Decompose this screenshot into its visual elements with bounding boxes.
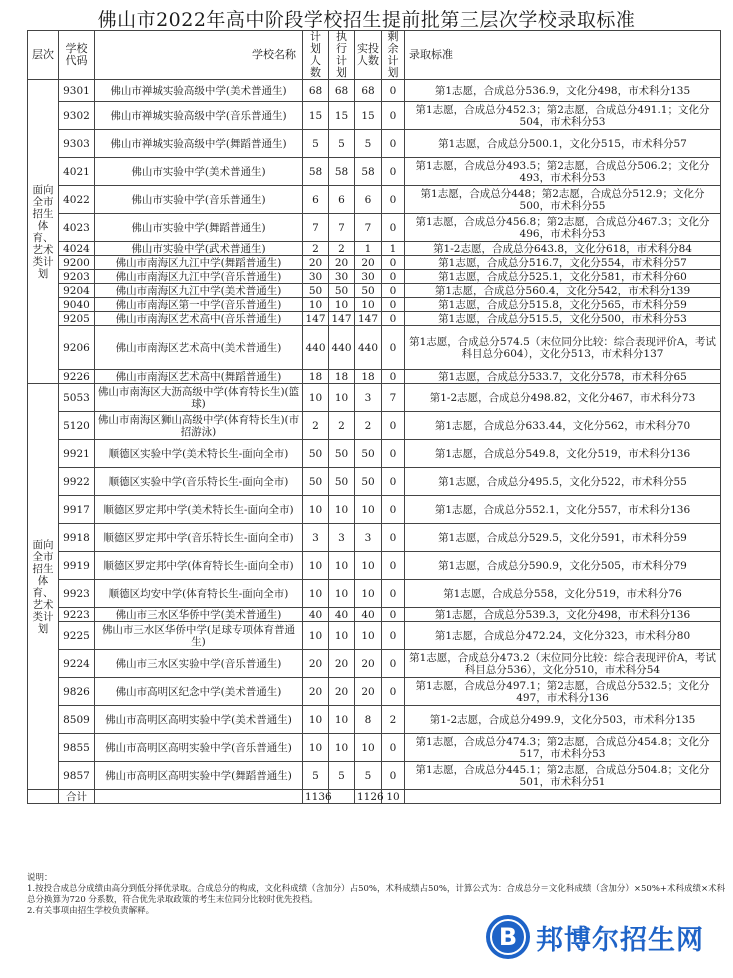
exec-plan-cell: 50 — [329, 468, 355, 496]
table-row — [28, 326, 721, 370]
school-code-cell: 9040 — [59, 298, 95, 312]
admission-standard-cell: 第1志愿，合成总分574.5（末位同分比较：综合表现评价A，考试科目总分604），文化分513，市术科分137 — [405, 326, 721, 370]
table-row — [28, 622, 721, 650]
school-name-cell: 佛山市高明区高明实验中学(舞蹈普通生) — [95, 762, 303, 790]
school-name-cell: 佛山市南海区大沥高级中学(体育特长生)(篮球) — [95, 384, 303, 412]
school-code-cell: 9203 — [59, 270, 95, 284]
total-plan-cell: 1136 — [303, 790, 329, 804]
admission-standard-cell: 第1志愿，合成总分497.1；第2志愿，合成总分532.5；文化分497，市术科分136 — [405, 678, 721, 706]
exec-plan-cell: 10 — [329, 384, 355, 412]
table-row — [28, 762, 721, 790]
remain-count-cell: 0 — [382, 412, 405, 440]
school-code-cell: 9224 — [59, 650, 95, 678]
table-row — [28, 384, 721, 412]
plan-count-cell: 10 — [303, 706, 329, 734]
header-exec: 执行计划 — [329, 31, 355, 80]
exec-plan-cell: 6 — [329, 186, 355, 214]
plan-count-cell: 5 — [303, 762, 329, 790]
school-code-cell: 9205 — [59, 312, 95, 326]
table-row — [28, 440, 721, 468]
actual-count-cell: 8 — [355, 706, 382, 734]
header-actual: 实投人数 — [355, 31, 382, 80]
school-code-cell: 5120 — [59, 412, 95, 440]
admission-standard-cell: 第1-2志愿，合成总分499.9，文化分503，市术科分135 — [405, 706, 721, 734]
school-code-cell: 9857 — [59, 762, 95, 790]
plan-count-cell: 10 — [303, 496, 329, 524]
admission-standard-cell: 第1志愿，合成总分452.3；第2志愿，合成总分491.1；文化分504，市术科分53 — [405, 102, 721, 130]
remain-count-cell: 0 — [382, 256, 405, 270]
actual-count-cell: 68 — [355, 80, 382, 102]
header-plan: 计划人数 — [303, 31, 329, 80]
school-name-cell: 佛山市实验中学(美术普通生) — [95, 158, 303, 186]
school-name-cell: 佛山市南海区狮山高级中学(体育特长生)(市招游泳) — [95, 412, 303, 440]
table-header-row — [28, 31, 721, 80]
actual-count-cell: 15 — [355, 102, 382, 130]
actual-count-cell: 10 — [355, 496, 382, 524]
exec-plan-cell: 68 — [329, 80, 355, 102]
school-code-cell: 9200 — [59, 256, 95, 270]
school-name-cell: 佛山市南海区艺术高中(舞蹈普通生) — [95, 370, 303, 384]
actual-count-cell: 7 — [355, 214, 382, 242]
exec-plan-cell: 3 — [329, 524, 355, 552]
school-code-cell: 9923 — [59, 580, 95, 608]
actual-count-cell: 58 — [355, 158, 382, 186]
exec-plan-cell: 18 — [329, 370, 355, 384]
plan-count-cell: 15 — [303, 102, 329, 130]
admission-standard-cell: 第1志愿，合成总分525.1，文化分581，市术科分60 — [405, 270, 721, 284]
watermark-text: 邦博尔招生网 — [536, 924, 704, 956]
admission-standard-cell: 第1-2志愿，合成总分498.82，文化分467，市术科分73 — [405, 384, 721, 412]
actual-count-cell: 50 — [355, 284, 382, 298]
plan-count-cell: 20 — [303, 678, 329, 706]
actual-count-cell: 10 — [355, 622, 382, 650]
exec-plan-cell: 5 — [329, 130, 355, 158]
school-code-cell: 9826 — [59, 678, 95, 706]
exec-plan-cell: 20 — [329, 678, 355, 706]
total-standard-cell — [405, 790, 721, 804]
exec-plan-cell: 20 — [329, 256, 355, 270]
exec-plan-cell: 10 — [329, 496, 355, 524]
actual-count-cell: 10 — [355, 734, 382, 762]
remain-count-cell: 0 — [382, 298, 405, 312]
actual-count-cell: 10 — [355, 580, 382, 608]
actual-count-cell: 1 — [355, 242, 382, 256]
admission-standard-cell: 第1志愿，合成总分474.3；第2志愿，合成总分454.8；文化分517，市术科分53 — [405, 734, 721, 762]
school-name-cell: 佛山市三水区实验中学(音乐普通生) — [95, 650, 303, 678]
notes-line-2: 2.有关事项由招生学校负责解释。 — [27, 906, 155, 916]
actual-count-cell: 5 — [355, 130, 382, 158]
total-actual-cell: 1126 — [355, 790, 382, 804]
school-code-cell: 4022 — [59, 186, 95, 214]
remain-count-cell: 0 — [382, 440, 405, 468]
exec-plan-cell: 10 — [329, 622, 355, 650]
table-row — [28, 298, 721, 312]
actual-count-cell: 6 — [355, 186, 382, 214]
school-code-cell: 9301 — [59, 80, 95, 102]
exec-plan-cell: 58 — [329, 158, 355, 186]
school-name-cell: 佛山市实验中学(舞蹈普通生) — [95, 214, 303, 242]
school-name-cell: 顺德区实验中学(音乐特长生-面向全市) — [95, 468, 303, 496]
plan-count-cell: 10 — [303, 298, 329, 312]
admission-standard-cell: 第1志愿，合成总分500.1，文化分515，市术科分57 — [405, 130, 721, 158]
table-row — [28, 270, 721, 284]
table-row — [28, 242, 721, 256]
actual-count-cell: 10 — [355, 298, 382, 312]
school-code-cell: 5053 — [59, 384, 95, 412]
plan-count-cell: 10 — [303, 622, 329, 650]
school-code-cell: 9303 — [59, 130, 95, 158]
table-row — [28, 706, 721, 734]
table-row — [28, 678, 721, 706]
admission-standard-cell: 第1志愿，合成总分536.9，文化分498，市术科分135 — [405, 80, 721, 102]
total-exec-cell — [329, 790, 355, 804]
school-name-cell: 佛山市禅城实验高级中学(音乐普通生) — [95, 102, 303, 130]
actual-count-cell: 40 — [355, 608, 382, 622]
actual-count-cell: 20 — [355, 650, 382, 678]
category-cell-b: 面向全市招生体育、艺术类计划 — [28, 384, 59, 790]
table-row — [28, 524, 721, 552]
header-level: 层次 — [28, 31, 59, 80]
exec-plan-cell: 2 — [329, 242, 355, 256]
school-code-cell: 9922 — [59, 468, 95, 496]
school-name-cell: 佛山市高明区纪念中学(美术普通生) — [95, 678, 303, 706]
remain-count-cell: 2 — [382, 706, 405, 734]
header-remain: 剩余计划 — [382, 31, 405, 80]
school-name-cell: 佛山市南海区艺术高中(美术普通生) — [95, 326, 303, 370]
remain-count-cell: 0 — [382, 158, 405, 186]
exec-plan-cell: 5 — [329, 762, 355, 790]
remain-count-cell: 0 — [382, 608, 405, 622]
actual-count-cell: 3 — [355, 524, 382, 552]
remain-count-cell: 0 — [382, 370, 405, 384]
plan-count-cell: 147 — [303, 312, 329, 326]
school-name-cell: 顺德区罗定邦中学(美术特长生-面向全市) — [95, 496, 303, 524]
admission-standard-cell: 第1志愿，合成总分515.8，文化分565，市术科分59 — [405, 298, 721, 312]
plan-count-cell: 10 — [303, 552, 329, 580]
remain-count-cell: 0 — [382, 734, 405, 762]
admission-table — [27, 30, 721, 804]
table-row — [28, 370, 721, 384]
exec-plan-cell: 40 — [329, 608, 355, 622]
admission-standard-cell: 第1志愿，合成总分495.5，文化分522，市术科分55 — [405, 468, 721, 496]
plan-count-cell: 7 — [303, 214, 329, 242]
admission-standard-cell: 第1志愿，合成总分533.7，文化分578，市术科分65 — [405, 370, 721, 384]
plan-count-cell: 58 — [303, 158, 329, 186]
remain-count-cell: 0 — [382, 270, 405, 284]
table-row — [28, 552, 721, 580]
table-row — [28, 312, 721, 326]
admission-standard-cell: 第1志愿，合成总分560.4，文化分542，市术科分139 — [405, 284, 721, 298]
table-row — [28, 496, 721, 524]
notes-line-1: 1.按投合成总分成绩由高分到低分择优录取。合成总分的构成，文化科成绩（含加分）占50%，术科成绩占50%，计算公式为：合成总分＝文化科成绩（含加分）×50%+术科成绩×术科总分换算为720 分系数，符合优先录取政策的考生末位同分比较时优先投档。 — [27, 884, 726, 905]
plan-count-cell: 3 — [303, 524, 329, 552]
school-code-cell: 4023 — [59, 214, 95, 242]
exec-plan-cell: 10 — [329, 580, 355, 608]
exec-plan-cell: 147 — [329, 312, 355, 326]
admission-standard-cell: 第1志愿，合成总分515.5，文化分500，市术科分53 — [405, 312, 721, 326]
remain-count-cell: 0 — [382, 580, 405, 608]
exec-plan-cell: 15 — [329, 102, 355, 130]
remain-count-cell: 0 — [382, 326, 405, 370]
admission-standard-cell: 第1志愿，合成总分493.5；第2志愿，合成总分506.2；文化分493，市术科分53 — [405, 158, 721, 186]
school-code-cell: 9921 — [59, 440, 95, 468]
admission-standard-cell: 第1志愿，合成总分445.1；第2志愿，合成总分504.8；文化分501，市术科分51 — [405, 762, 721, 790]
exec-plan-cell: 10 — [329, 734, 355, 762]
plan-count-cell: 10 — [303, 734, 329, 762]
admission-standard-cell: 第1志愿，合成总分558，文化分519，市术科分76 — [405, 580, 721, 608]
exec-plan-cell: 10 — [329, 706, 355, 734]
school-name-cell: 顺德区罗定邦中学(音乐特长生-面向全市) — [95, 524, 303, 552]
school-name-cell: 顺德区均安中学(体育特长生-面向全市) — [95, 580, 303, 608]
remain-count-cell: 0 — [382, 622, 405, 650]
school-name-cell: 佛山市禅城实验高级中学(美术普通生) — [95, 80, 303, 102]
school-name-cell: 佛山市南海区艺术高中(音乐普通生) — [95, 312, 303, 326]
actual-count-cell: 147 — [355, 312, 382, 326]
school-code-cell: 9855 — [59, 734, 95, 762]
school-name-cell: 佛山市南海区九江中学(美术普通生) — [95, 284, 303, 298]
school-code-cell: 9302 — [59, 102, 95, 130]
watermark-logo-icon — [486, 915, 530, 959]
table-row — [28, 468, 721, 496]
school-code-cell: 8509 — [59, 706, 95, 734]
admission-standard-cell: 第1-2志愿，合成总分643.8，文化分618，市术科分84 — [405, 242, 721, 256]
school-code-cell: 4024 — [59, 242, 95, 256]
exec-plan-cell: 10 — [329, 552, 355, 580]
school-code-cell: 9204 — [59, 284, 95, 298]
actual-count-cell: 20 — [355, 256, 382, 270]
school-name-cell: 佛山市高明区高明实验中学(美术普通生) — [95, 706, 303, 734]
remain-count-cell: 1 — [382, 242, 405, 256]
remain-count-cell: 0 — [382, 678, 405, 706]
remain-count-cell: 0 — [382, 130, 405, 158]
remain-count-cell: 7 — [382, 384, 405, 412]
plan-count-cell: 2 — [303, 412, 329, 440]
header-code: 学校代码 — [59, 31, 95, 80]
admission-standard-cell: 第1志愿，合成总分529.5，文化分591，市术科分59 — [405, 524, 721, 552]
plan-count-cell: 20 — [303, 650, 329, 678]
school-name-cell: 佛山市南海区九江中学(舞蹈普通生) — [95, 256, 303, 270]
table-row — [28, 186, 721, 214]
exec-plan-cell: 10 — [329, 298, 355, 312]
table-row — [28, 256, 721, 270]
header-standard: 录取标准 — [405, 31, 721, 80]
school-code-cell: 9919 — [59, 552, 95, 580]
table-row — [28, 102, 721, 130]
exec-plan-cell: 7 — [329, 214, 355, 242]
admission-standard-cell: 第1志愿，合成总分473.2（末位同分比较：综合表现评价A，考试科目总分536），文化分510，市术科分54 — [405, 650, 721, 678]
actual-count-cell: 5 — [355, 762, 382, 790]
admission-standard-cell: 第1志愿，合成总分549.8，文化分519，市术科分136 — [405, 440, 721, 468]
table-row — [28, 734, 721, 762]
svg-text:B: B — [498, 923, 518, 951]
exec-plan-cell: 440 — [329, 326, 355, 370]
table-row — [28, 214, 721, 242]
table-row — [28, 158, 721, 186]
plan-count-cell: 6 — [303, 186, 329, 214]
total-remain-cell: 10 — [382, 790, 405, 804]
admission-standard-cell: 第1志愿，合成总分552.1，文化分557，市术科分136 — [405, 496, 721, 524]
school-code-cell: 9206 — [59, 326, 95, 370]
actual-count-cell: 50 — [355, 468, 382, 496]
total-label-cell: 合计 — [59, 790, 95, 804]
remain-count-cell: 0 — [382, 762, 405, 790]
plan-count-cell: 20 — [303, 256, 329, 270]
category-cell-a: 面向全市招生体育、艺术类计划 — [28, 80, 59, 384]
table-row — [28, 608, 721, 622]
admission-standard-cell: 第1志愿，合成总分472.24，文化分323，市术科分80 — [405, 622, 721, 650]
school-name-cell: 顺德区罗定邦中学(体育特长生-面向全市) — [95, 552, 303, 580]
plan-count-cell: 18 — [303, 370, 329, 384]
actual-count-cell: 10 — [355, 552, 382, 580]
remain-count-cell: 0 — [382, 524, 405, 552]
actual-count-cell: 50 — [355, 440, 382, 468]
actual-count-cell: 30 — [355, 270, 382, 284]
school-name-cell: 佛山市高明区高明实验中学(音乐普通生) — [95, 734, 303, 762]
school-name-cell: 佛山市实验中学(音乐普通生) — [95, 186, 303, 214]
header-school: 学校名称 — [95, 31, 303, 80]
school-code-cell: 9918 — [59, 524, 95, 552]
remain-count-cell: 0 — [382, 496, 405, 524]
remain-count-cell: 0 — [382, 80, 405, 102]
school-code-cell: 9917 — [59, 496, 95, 524]
actual-count-cell: 20 — [355, 678, 382, 706]
school-name-cell: 佛山市三水区华侨中学(美术普通生) — [95, 608, 303, 622]
table-row — [28, 580, 721, 608]
school-name-cell: 佛山市三水区华侨中学(足球专项体育普通生) — [95, 622, 303, 650]
admission-standard-cell: 第1志愿，合成总分516.7，文化分554，市术科分57 — [405, 256, 721, 270]
notes-heading: 说明： — [27, 873, 53, 883]
actual-count-cell: 2 — [355, 412, 382, 440]
exec-plan-cell: 50 — [329, 284, 355, 298]
table-row — [28, 284, 721, 298]
admission-standard-cell: 第1志愿，合成总分448；第2志愿，合成总分512.9；文化分500，市术科分55 — [405, 186, 721, 214]
school-code-cell: 9223 — [59, 608, 95, 622]
school-name-cell: 佛山市南海区第一中学(音乐普通生) — [95, 298, 303, 312]
school-name-cell: 佛山市禅城实验高级中学(舞蹈普通生) — [95, 130, 303, 158]
exec-plan-cell: 30 — [329, 270, 355, 284]
plan-count-cell: 10 — [303, 580, 329, 608]
remain-count-cell: 0 — [382, 552, 405, 580]
total-empty-cell — [28, 790, 59, 804]
remain-count-cell: 0 — [382, 214, 405, 242]
remain-count-cell: 0 — [382, 102, 405, 130]
school-code-cell: 9225 — [59, 622, 95, 650]
total-empty-name-cell — [95, 790, 303, 804]
actual-count-cell: 18 — [355, 370, 382, 384]
logo-b-icon — [486, 915, 530, 959]
school-code-cell: 4021 — [59, 158, 95, 186]
plan-count-cell: 440 — [303, 326, 329, 370]
plan-count-cell: 10 — [303, 384, 329, 412]
plan-count-cell: 5 — [303, 130, 329, 158]
admission-standard-cell: 第1志愿，合成总分456.8；第2志愿，合成总分467.3；文化分496，市术科分53 — [405, 214, 721, 242]
plan-count-cell: 50 — [303, 468, 329, 496]
exec-plan-cell: 20 — [329, 650, 355, 678]
plan-count-cell: 40 — [303, 608, 329, 622]
school-name-cell: 佛山市实验中学(武术普通生) — [95, 242, 303, 256]
admission-standard-cell: 第1志愿，合成总分590.9，文化分505，市术科分79 — [405, 552, 721, 580]
total-row — [28, 790, 721, 804]
school-name-cell: 顺德区实验中学(美术特长生-面向全市) — [95, 440, 303, 468]
table-row — [28, 650, 721, 678]
plan-count-cell: 30 — [303, 270, 329, 284]
watermark — [486, 910, 726, 964]
plan-count-cell: 50 — [303, 440, 329, 468]
actual-count-cell: 440 — [355, 326, 382, 370]
plan-count-cell: 50 — [303, 284, 329, 298]
school-name-cell: 佛山市南海区九江中学(音乐普通生) — [95, 270, 303, 284]
exec-plan-cell: 50 — [329, 440, 355, 468]
exec-plan-cell: 2 — [329, 412, 355, 440]
remain-count-cell: 0 — [382, 312, 405, 326]
table-row — [28, 412, 721, 440]
admission-standard-cell: 第1志愿，合成总分633.44，文化分562，市术科分70 — [405, 412, 721, 440]
remain-count-cell: 0 — [382, 650, 405, 678]
table-row — [28, 130, 721, 158]
plan-count-cell: 2 — [303, 242, 329, 256]
actual-count-cell: 3 — [355, 384, 382, 412]
remain-count-cell: 0 — [382, 468, 405, 496]
plan-count-cell: 68 — [303, 80, 329, 102]
remain-count-cell: 0 — [382, 186, 405, 214]
page-title: 佛山市2022年高中阶段学校招生提前批第三层次学校录取标准 — [97, 9, 636, 31]
admission-standard-cell: 第1志愿，合成总分539.3，文化分498，市术科分136 — [405, 608, 721, 622]
table-row — [28, 80, 721, 102]
remain-count-cell: 0 — [382, 284, 405, 298]
school-code-cell: 9226 — [59, 370, 95, 384]
